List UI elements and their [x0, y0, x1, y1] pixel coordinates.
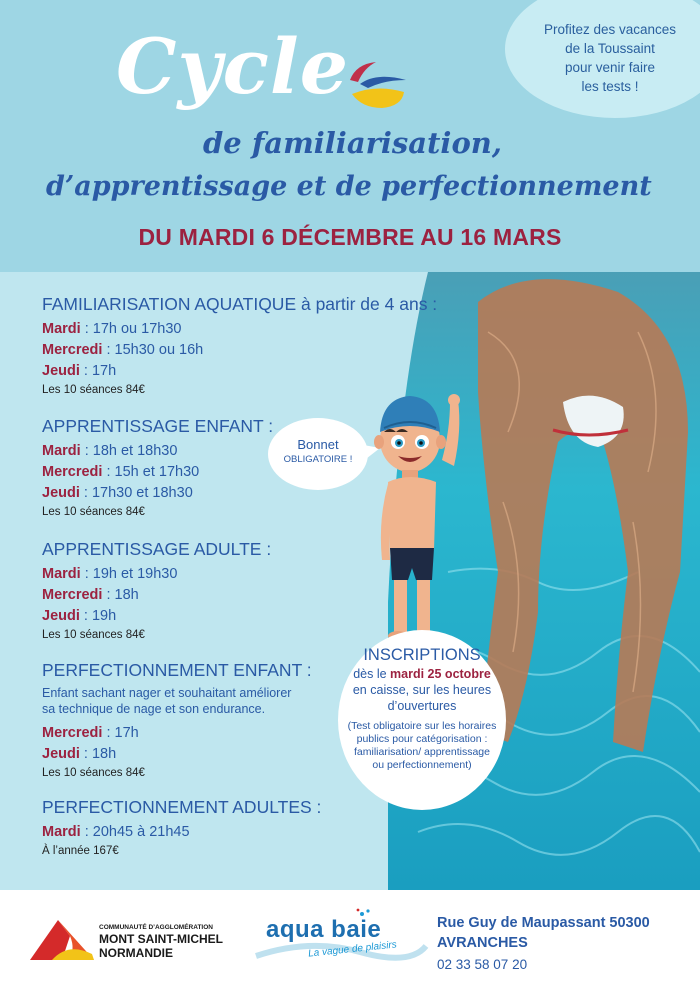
inscriptions-title: INSCRIPTIONS: [363, 646, 481, 664]
times: : 17h30 et 18h30: [79, 485, 193, 501]
promo-line: Profitez des vacances: [543, 22, 677, 37]
speech-text: [272, 437, 364, 467]
schedule-row: [42, 564, 271, 585]
day-label: Jeudi: [42, 363, 80, 379]
times: : 17h: [102, 725, 139, 741]
schedule-row: [42, 585, 271, 606]
address-block: [437, 913, 650, 975]
logo-name: NORMANDIE: [99, 946, 173, 960]
section-perfectionnement-adultes: [42, 796, 321, 859]
aquabaie-logo-name: aqua baie: [266, 916, 382, 943]
inscriptions-date-prefix: dès le: [353, 667, 391, 681]
address-city: AVRANCHES: [437, 935, 528, 951]
times: : 19h et 19h30: [80, 566, 178, 582]
promo-line: les tests !: [581, 79, 639, 94]
day-label: Jeudi: [42, 746, 80, 762]
day-label: Mercredi: [42, 342, 103, 358]
title-sub1: de familiarisation,: [203, 126, 502, 160]
inscriptions-text: [338, 644, 506, 772]
inscriptions-note: [338, 720, 506, 772]
address-street: Rue Guy de Maupassant 50300: [437, 915, 650, 931]
price: Les 10 séances 84€: [42, 506, 145, 518]
logo-caption: COMMUNAUTÉ D’AGGLOMÉRATION: [99, 924, 213, 931]
schedule-row: [42, 340, 437, 361]
section-apprentissage-enfant: [42, 415, 273, 520]
note-line: ou perfectionnement): [372, 759, 472, 771]
times: : 18h: [102, 587, 139, 603]
note-line: familiarisation/ apprentissage: [354, 746, 490, 758]
schedule-row: [42, 723, 342, 744]
schedule-row: [42, 361, 437, 382]
times: : 15h30 ou 16h: [102, 342, 204, 358]
schedule-row: [42, 319, 437, 340]
schedule-row: [42, 462, 273, 483]
promo-text: [528, 20, 692, 96]
schedule-row: [42, 744, 342, 765]
aquabaie-tagline: La vague de plaisirs: [307, 939, 398, 960]
section-apprentissage-adulte: [42, 538, 271, 643]
day-label: Jeudi: [42, 485, 80, 501]
price: Les 10 séances 84€: [42, 767, 145, 779]
times: : 18h et 18h30: [80, 443, 178, 459]
section-perfectionnement-enfant: [42, 659, 342, 781]
promo-line: de la Toussaint: [565, 41, 655, 56]
times: : 20h45 à 21h45: [80, 824, 190, 840]
inscriptions-date-bold: mardi 25 octobre: [390, 667, 491, 681]
schedule-row: [42, 606, 271, 627]
day-label: Mercredi: [42, 464, 103, 480]
price: Les 10 séances 84€: [42, 384, 145, 396]
day-label: Mardi: [42, 321, 81, 337]
day-label: Mardi: [42, 566, 81, 582]
speech-line: Bonnet: [297, 437, 339, 452]
section-title: PERFECTIONNEMENT ADULTES :: [42, 797, 322, 817]
description-line: Enfant sachant nager et souhaitant améliorer: [42, 686, 292, 700]
times: : 18h: [79, 746, 117, 762]
agglomeration-logo-icon: [28, 914, 96, 964]
swoosh-logo-icon: [346, 58, 412, 112]
schedule-row: [42, 441, 273, 462]
day-label: Mercredi: [42, 725, 103, 741]
times: : 15h et 17h30: [102, 464, 200, 480]
section-familiarisation: [42, 293, 437, 398]
phone-number: 02 33 58 07 20: [437, 957, 528, 972]
inscriptions-line: d’ouvertures: [387, 699, 457, 713]
day-label: Mardi: [42, 824, 81, 840]
schedule-row: [42, 483, 273, 504]
price: Les 10 séances 84€: [42, 629, 145, 641]
section-title: FAMILIARISATION AQUATIQUE à partir de 4 ans :: [42, 294, 438, 314]
times: : 17h: [79, 363, 117, 379]
times: : 19h: [79, 608, 117, 624]
section-title: APPRENTISSAGE ENFANT :: [42, 416, 274, 436]
section-title: PERFECTIONNEMENT ENFANT :: [42, 660, 312, 680]
description-line: sa technique de nage et son endurance.: [42, 702, 266, 716]
times: : 17h ou 17h30: [80, 321, 182, 337]
promo-line: pour venir faire: [564, 60, 656, 75]
title-main: Cycle: [116, 22, 350, 111]
day-label: Mardi: [42, 443, 81, 459]
note-line: publics pour catégorisation :: [356, 733, 488, 745]
day-label: Mercredi: [42, 587, 103, 603]
inscriptions-line: en caisse, sur les heures: [352, 683, 492, 697]
schedule-row: [42, 822, 321, 843]
date-range: DU MARDI 6 DÉCEMBRE AU 16 MARS: [138, 224, 562, 250]
section-title: APPRENTISSAGE ADULTE :: [42, 539, 272, 559]
title-sub2: d’apprentissage et de perfectionnement: [46, 171, 652, 202]
price: À l’année 167€: [42, 845, 119, 857]
speech-line: OBLIGATOIRE !: [283, 454, 353, 465]
logo-name: MONT SAINT-MICHEL: [99, 932, 223, 946]
child-swimmer-illustration: [370, 390, 470, 645]
inscriptions-date: [338, 666, 506, 682]
agglomeration-logo-text: [99, 923, 223, 960]
note-line: (Test obligatoire sur les horaires: [347, 720, 497, 732]
day-label: Jeudi: [42, 608, 80, 624]
